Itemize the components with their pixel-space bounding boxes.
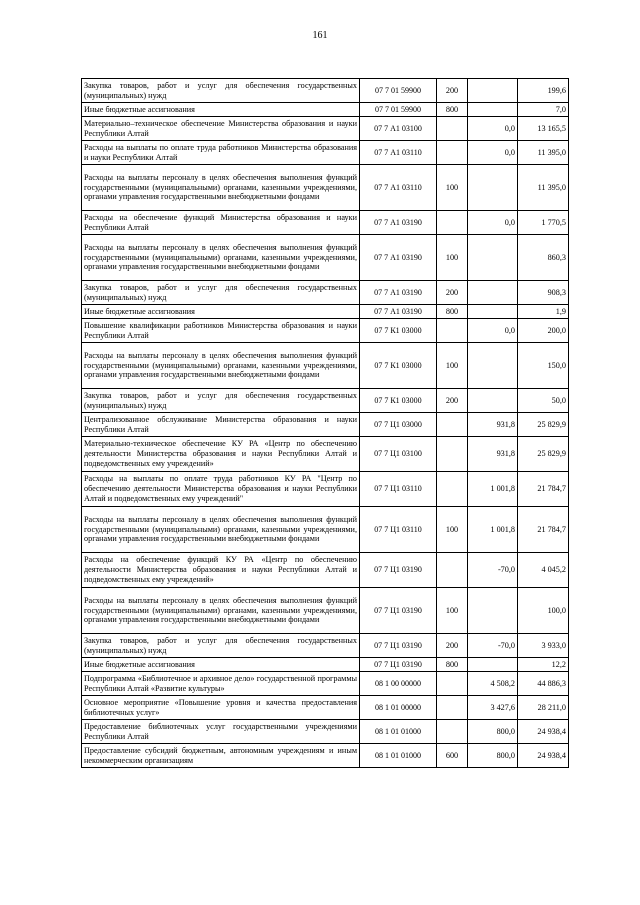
row-code-cell: 07 7 А1 03190	[360, 235, 437, 281]
row-expense-type-cell	[437, 720, 468, 744]
row-change-amount-cell: 931,8	[468, 437, 518, 472]
row-expense-type-cell: 600	[437, 744, 468, 768]
row-change-amount-cell	[468, 389, 518, 413]
row-change-amount-cell: 0,0	[468, 319, 518, 343]
row-expense-type-cell: 100	[437, 588, 468, 634]
row-expense-type-cell	[437, 437, 468, 472]
row-code-cell: 07 7 01 59900	[360, 103, 437, 117]
row-total-amount-cell: 7,0	[518, 103, 569, 117]
row-code-cell: 07 7 А1 03110	[360, 141, 437, 165]
row-total-amount-cell: 21 784,7	[518, 507, 569, 553]
row-expense-type-cell: 100	[437, 235, 468, 281]
row-expense-type-cell	[437, 211, 468, 235]
table-row	[82, 305, 569, 319]
row-expense-type-cell	[437, 472, 468, 507]
row-name-cell: Расходы на выплаты по оплате труда работников КУ РА "Центр по обеспечению деятельности Министерства образования и науки Республики Алтай и подведомственных ему учреждений"	[82, 472, 360, 507]
row-expense-type-cell	[437, 696, 468, 720]
table-row	[82, 103, 569, 117]
table-row	[82, 165, 569, 211]
row-expense-type-cell	[437, 141, 468, 165]
row-total-amount-cell: 50,0	[518, 389, 569, 413]
row-change-amount-cell	[468, 79, 518, 103]
table-row	[82, 507, 569, 553]
row-change-amount-cell: 1 001,8	[468, 472, 518, 507]
row-name-cell: Материально-техническое обеспечение КУ РА «Центр по обеспечению деятельности Министерства образования и науки Республики Алтай и подведомственных ему учреждений»	[82, 437, 360, 472]
table-row	[82, 413, 569, 437]
budget-table	[81, 78, 569, 768]
row-change-amount-cell: 1 001,8	[468, 507, 518, 553]
row-change-amount-cell: 800,0	[468, 720, 518, 744]
row-total-amount-cell: 24 938,4	[518, 744, 569, 768]
row-expense-type-cell: 800	[437, 658, 468, 672]
table-row	[82, 141, 569, 165]
table-row	[82, 658, 569, 672]
table-row	[82, 720, 569, 744]
row-change-amount-cell: 0,0	[468, 117, 518, 141]
row-name-cell: Расходы на обеспечение функций Министерства образования и науки Республики Алтай	[82, 211, 360, 235]
row-code-cell: 07 7 Ц1 03110	[360, 472, 437, 507]
row-name-cell: Закупка товаров, работ и услуг для обеспечения государственных (муниципальных) нужд	[82, 281, 360, 305]
row-total-amount-cell: 25 829,9	[518, 437, 569, 472]
row-code-cell: 07 7 К1 03000	[360, 319, 437, 343]
row-change-amount-cell: -70,0	[468, 634, 518, 658]
row-name-cell: Основное мероприятие «Повышение уровня и качества предоставления библиотечных услуг»	[82, 696, 360, 720]
row-name-cell: Централизованное обслуживание Министерства образования и науки Республики Алтай	[82, 413, 360, 437]
row-change-amount-cell	[468, 281, 518, 305]
row-change-amount-cell	[468, 235, 518, 281]
row-expense-type-cell: 200	[437, 634, 468, 658]
table-row	[82, 281, 569, 305]
row-code-cell: 07 7 А1 03100	[360, 117, 437, 141]
row-total-amount-cell: 11 395,0	[518, 165, 569, 211]
row-expense-type-cell: 100	[437, 165, 468, 211]
row-code-cell: 07 7 Ц1 03000	[360, 413, 437, 437]
table-row	[82, 437, 569, 472]
row-expense-type-cell: 100	[437, 343, 468, 389]
row-change-amount-cell: 931,8	[468, 413, 518, 437]
row-change-amount-cell	[468, 658, 518, 672]
row-name-cell: Расходы на выплаты персоналу в целях обеспечения выполнения функций государственными (муниципальными) органами, казенными учреждениями, органами управления государственными внебюджетными фондами	[82, 165, 360, 211]
row-change-amount-cell: 0,0	[468, 141, 518, 165]
row-name-cell: Иные бюджетные ассигнования	[82, 305, 360, 319]
row-code-cell: 08 1 00 00000	[360, 672, 437, 696]
row-code-cell: 07 7 Ц1 03100	[360, 437, 437, 472]
row-total-amount-cell: 25 829,9	[518, 413, 569, 437]
row-change-amount-cell: 0,0	[468, 211, 518, 235]
row-name-cell: Закупка товаров, работ и услуг для обеспечения государственных (муниципальных) нужд	[82, 634, 360, 658]
row-total-amount-cell: 200,0	[518, 319, 569, 343]
row-total-amount-cell: 21 784,7	[518, 472, 569, 507]
row-name-cell: Расходы на выплаты персоналу в целях обеспечения выполнения функций государственными (муниципальными) органами, казенными учреждениями, органами управления государственными внебюджетными фондами	[82, 235, 360, 281]
row-name-cell: Материально–техническое обеспечение Министерства образования и науки Республики Алтай	[82, 117, 360, 141]
table-row	[82, 343, 569, 389]
row-change-amount-cell	[468, 103, 518, 117]
row-code-cell: 07 7 А1 03190	[360, 305, 437, 319]
row-name-cell: Расходы на выплаты персоналу в целях обеспечения выполнения функций государственными (муниципальными) органами, казенными учреждениями, органами управления государственными внебюджетными фондами	[82, 507, 360, 553]
row-name-cell: Расходы на выплаты персоналу в целях обеспечения выполнения функций государственными (муниципальными) органами, казенными учреждениями, органами управления государственными внебюджетными фондами	[82, 343, 360, 389]
row-total-amount-cell: 4 045,2	[518, 553, 569, 588]
row-code-cell: 07 7 А1 03110	[360, 165, 437, 211]
row-name-cell: Закупка товаров, работ и услуг для обеспечения государственных (муниципальных) нужд	[82, 389, 360, 413]
row-name-cell: Расходы на обеспечение функций КУ РА «Центр по обеспечению деятельности Министерства образования и науки Республики Алтай и подведомственных ему учреждений»	[82, 553, 360, 588]
row-total-amount-cell: 3 933,0	[518, 634, 569, 658]
row-expense-type-cell: 200	[437, 79, 468, 103]
row-change-amount-cell: 800,0	[468, 744, 518, 768]
row-total-amount-cell: 100,0	[518, 588, 569, 634]
row-code-cell: 07 7 Ц1 03190	[360, 658, 437, 672]
row-total-amount-cell: 13 165,5	[518, 117, 569, 141]
row-change-amount-cell	[468, 343, 518, 389]
row-name-cell: Предоставление субсидий бюджетным, автономным учреждениям и иным некоммерческим организациям	[82, 744, 360, 768]
row-code-cell: 08 1 01 01000	[360, 720, 437, 744]
row-expense-type-cell: 800	[437, 305, 468, 319]
row-total-amount-cell: 24 938,4	[518, 720, 569, 744]
row-expense-type-cell: 800	[437, 103, 468, 117]
row-expense-type-cell	[437, 413, 468, 437]
row-change-amount-cell: 4 508,2	[468, 672, 518, 696]
row-expense-type-cell	[437, 672, 468, 696]
row-code-cell: 08 1 01 01000	[360, 744, 437, 768]
row-code-cell: 07 7 К1 03000	[360, 389, 437, 413]
row-change-amount-cell	[468, 165, 518, 211]
row-expense-type-cell	[437, 553, 468, 588]
row-expense-type-cell: 200	[437, 389, 468, 413]
table-row	[82, 744, 569, 768]
row-total-amount-cell: 12,2	[518, 658, 569, 672]
row-change-amount-cell: -70,0	[468, 553, 518, 588]
table-row	[82, 319, 569, 343]
row-total-amount-cell: 11 395,0	[518, 141, 569, 165]
row-code-cell: 08 1 01 00000	[360, 696, 437, 720]
row-name-cell: Расходы на выплаты по оплате труда работников Министерства образования и науки Республики Алтай	[82, 141, 360, 165]
row-name-cell: Предоставление библиотечных услуг государственными учреждениями Республики Алтай	[82, 720, 360, 744]
budget-table-body	[82, 79, 569, 768]
row-total-amount-cell: 199,6	[518, 79, 569, 103]
row-expense-type-cell	[437, 117, 468, 141]
table-row	[82, 634, 569, 658]
row-total-amount-cell: 44 886,3	[518, 672, 569, 696]
row-code-cell: 07 7 К1 03000	[360, 343, 437, 389]
table-row	[82, 696, 569, 720]
row-expense-type-cell: 200	[437, 281, 468, 305]
row-code-cell: 07 7 Ц1 03190	[360, 634, 437, 658]
row-code-cell: 07 7 А1 03190	[360, 281, 437, 305]
table-row	[82, 117, 569, 141]
row-total-amount-cell: 150,0	[518, 343, 569, 389]
row-code-cell: 07 7 Ц1 03110	[360, 507, 437, 553]
table-row	[82, 389, 569, 413]
row-code-cell: 07 7 Ц1 03190	[360, 588, 437, 634]
row-total-amount-cell: 860,3	[518, 235, 569, 281]
row-expense-type-cell	[437, 319, 468, 343]
row-change-amount-cell	[468, 305, 518, 319]
table-row	[82, 79, 569, 103]
row-name-cell: Иные бюджетные ассигнования	[82, 103, 360, 117]
row-total-amount-cell: 1,9	[518, 305, 569, 319]
row-change-amount-cell	[468, 588, 518, 634]
row-name-cell: Повышение квалификации работников Министерства образования и науки Республики Алтай	[82, 319, 360, 343]
row-total-amount-cell: 908,3	[518, 281, 569, 305]
row-name-cell: Закупка товаров, работ и услуг для обеспечения государственных (муниципальных) нужд	[82, 79, 360, 103]
table-row	[82, 211, 569, 235]
row-change-amount-cell: 3 427,6	[468, 696, 518, 720]
row-name-cell: Подпрограмма «Библиотечное и архивное дело» государственной программы Республики Алтай «Развитие культуры»	[82, 672, 360, 696]
row-total-amount-cell: 1 770,5	[518, 211, 569, 235]
row-code-cell: 07 7 А1 03190	[360, 211, 437, 235]
row-code-cell: 07 7 01 59900	[360, 79, 437, 103]
page-number: 161	[312, 30, 328, 41]
row-total-amount-cell: 28 211,0	[518, 696, 569, 720]
row-name-cell: Расходы на выплаты персоналу в целях обеспечения выполнения функций государственными (муниципальными) органами, казенными учреждениями, органами управления государственными внебюджетными фондами	[82, 588, 360, 634]
row-code-cell: 07 7 Ц1 03190	[360, 553, 437, 588]
table-row	[82, 588, 569, 634]
table-row	[82, 235, 569, 281]
table-row	[82, 672, 569, 696]
row-name-cell: Иные бюджетные ассигнования	[82, 658, 360, 672]
table-row	[82, 553, 569, 588]
table-row	[82, 472, 569, 507]
row-expense-type-cell: 100	[437, 507, 468, 553]
